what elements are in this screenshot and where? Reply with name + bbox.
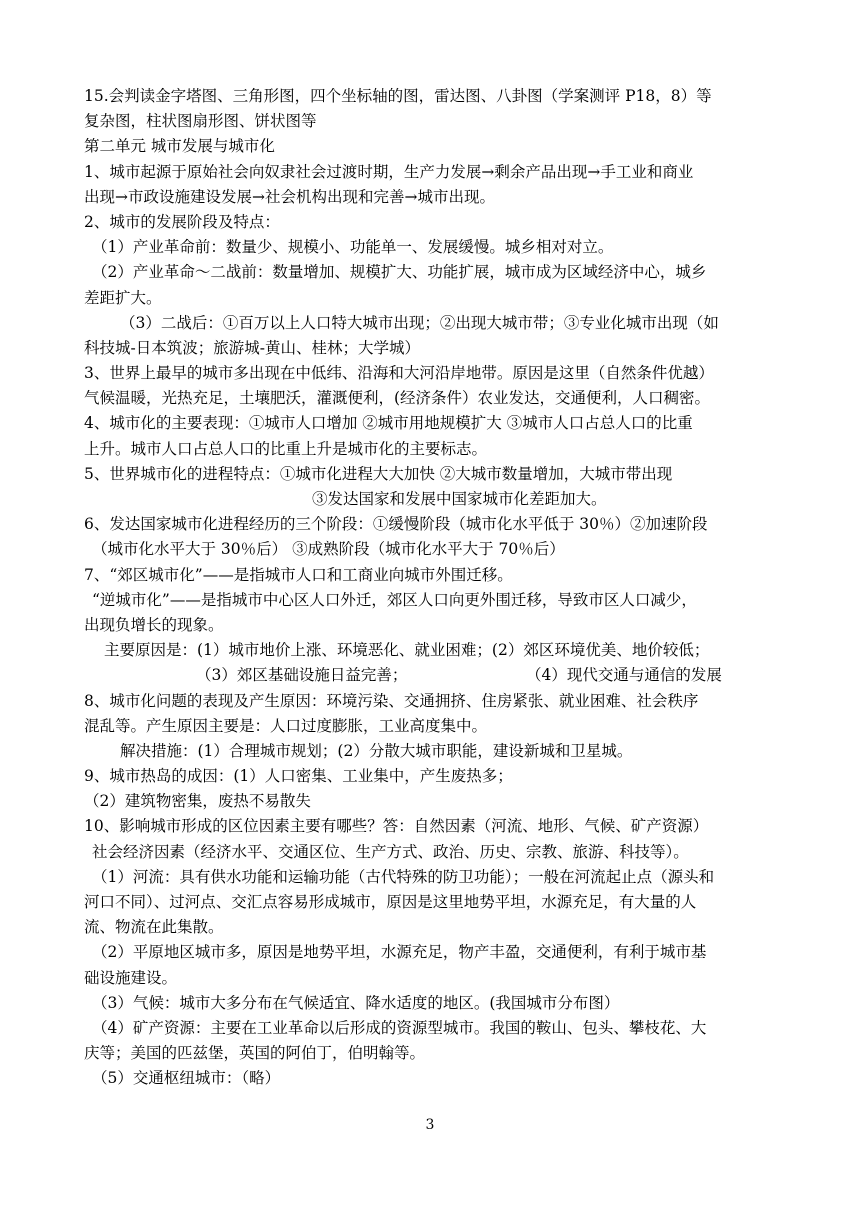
text-line: （1）河流：具有供水功能和运输功能（古代特殊的防卫功能）；一般在河流起止点（源头和 xyxy=(92,867,715,886)
text-line: 庆等；美国的匹兹堡，英国的阿伯丁，伯明翰等。 xyxy=(84,1044,426,1063)
document-body xyxy=(84,84,780,1092)
section-heading: 第二单元 城市发展与城市化 xyxy=(84,137,275,156)
text-line: “逆城市化”——是指城市中心区人口外迁，郊区人口向更外围迁移，导致市区人口减少， xyxy=(92,590,697,609)
text-line: （2）建筑物密集，废热不易散失 xyxy=(84,792,311,811)
text-line: 出现负增长的现象。 xyxy=(84,615,224,634)
text-line: （4）矿产资源：主要在工业革命以后形成的资源型城市。我国的鞍山、包头、攀枝花、大 xyxy=(92,1018,707,1037)
text-line: 15.会判读金字塔图、三角形图，四个坐标轴的图，雷达图、八卦图（学案测评 P18，8）等 xyxy=(84,87,712,105)
text-line: 出现→市政设施建设发展→社会机构出现和完善→城市出现。 xyxy=(84,187,495,206)
text-line: 2、城市的发展阶段及特点： xyxy=(84,212,280,231)
text-line-left: （3）郊区基础设施日益完善； xyxy=(196,666,408,685)
text-line: 础设施建设。 xyxy=(84,968,178,987)
page-number: 3 xyxy=(425,1117,435,1133)
text-line: 河口不同）、过河点、交汇点容易形成城市，原因是这里地势平坦，水源充足，有大量的人 xyxy=(84,893,697,911)
text-line: 3、世界上最早的城市多出现在中低纬、沿海和大河沿岸地带。原因是这里（自然条件优越） xyxy=(84,364,714,383)
text-line: 复杂图，柱状图扇形图、饼状图等 xyxy=(84,112,317,131)
text-line: 7、“郊区城市化”——是指城市人口和工商业向城市外围迁移。 xyxy=(84,565,513,584)
text-line: 混乱等。产生原因主要是：人口过度膨胀，工业高度集中。 xyxy=(84,716,488,735)
text-line: 差距扩大。 xyxy=(84,288,162,307)
text-line: 8、城市化问题的表现及产生原因：环境污染、交通拥挤、住房紧张、就业困难、社会秩序 xyxy=(84,691,699,710)
text-line: 上升。城市人口占总人口的比重上升是城市化的主要标志。 xyxy=(84,439,488,458)
text-line: 4、城市化的主要表现：①城市人口增加 ②城市用地规模扩大 ③城市人口占总人口的比重 xyxy=(84,414,693,433)
text-line: （2）产业革命～二战前：数量增加、规模扩大、功能扩展，城市成为区域经济中心，城乡 xyxy=(92,263,707,282)
text-line: ③发达国家和发展中国家城市化差距加大。 xyxy=(312,490,607,508)
text-line: 流、物流在此集散。 xyxy=(84,918,224,937)
text-line: （5）交通枢纽城市：（略） xyxy=(92,1069,281,1088)
text-line: （1）产业革命前：数量少、规模小、功能单一、发展缓慢。城乡相对对立。 xyxy=(92,238,614,257)
text-line: 解决措施：(1）合理城市规划；(2）分散大城市职能，建设新城和卫星城。 xyxy=(120,741,633,760)
text-line: 主要原因是：(1）城市地价上涨、环境恶化、就业困难；(2）郊区环境优美、地价较低； xyxy=(104,641,710,660)
text-line: （3）二战后：①百万以上人口特大城市出现；②出现大城市带；③专业化城市出现（如 xyxy=(120,313,719,332)
text-line: 6、发达国家城市化进程经历的三个阶段：①缓慢阶段（城市化水平低于 30％）②加速阶段 xyxy=(84,515,708,534)
text-line: 气候温暖，光热充足，土壤肥沃，灌溉便利，(经济条件）农业发达，交通便利，人口稠密。 xyxy=(84,389,711,408)
text-line: 科技城-日本筑波；旅游城-黄山、桂林；大学城） xyxy=(84,338,420,357)
text-line-right: （4）现代交通与通信的发展 xyxy=(526,666,722,685)
text-line: （城市化水平大于 30％后） ③成熟阶段（城市化水平大于 70％后） xyxy=(92,540,565,559)
text-line: 10、影响城市形成的区位因素主要有哪些？答：自然因素（河流、地形、气候、矿产资源） xyxy=(84,817,709,836)
text-line: 9、城市热岛的成因：(1）人口密集、工业集中，产生废热多； xyxy=(84,767,513,786)
text-line: （2）平原地区城市多，原因是地势平坦，水源充足，物产丰盈，交通便利，有利于城市基 xyxy=(92,943,707,962)
text-line xyxy=(84,663,780,688)
text-line: （3）气候：城市大多分布在气候适宜、降水适度的地区。(我国城市分布图） xyxy=(92,993,620,1012)
text-line: 5、世界城市化的进程特点：①城市化进程大大加快 ②大城市数量增加，大城市带出现 xyxy=(84,464,673,483)
text-line: 社会经济因素（经济水平、交通区位、生产方式、政治、历史、宗教、旅游、科技等）。 xyxy=(92,842,689,861)
text-line: 1、城市起源于原始社会向奴隶社会过渡时期，生产力发展→剩余产品出现→手工业和商业 xyxy=(84,162,694,181)
